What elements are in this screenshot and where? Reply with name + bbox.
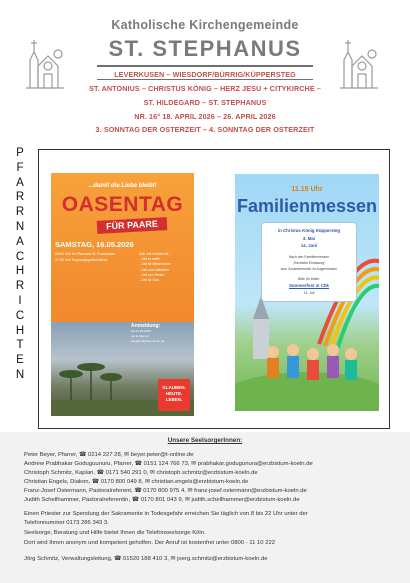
poster-intro: ...damit die Liebe bleibt! — [88, 183, 157, 189]
registration-info: Anmeldung: bis 01.05.2026 per E-Mail an ehe@erzbistum-koeln.de — [131, 323, 165, 343]
poster-list: Sich Zeit nehmen für... ...Zeit zu zweit ...Zeit für Mitmenander ...Zeit zum Auftanken ...Zeit zum Reden ...Zeit für Gott — [139, 252, 172, 283]
priest-note: Einen Priester zur Spendung der Sakramente in Todesgefahr erreichen Sie täglich von 8 bis 22 Uhr unter der — [24, 511, 308, 517]
vertical-title: P F A R R N A C H R I C H T E N — [15, 147, 25, 381]
contact-line: Judith Schellhammer, Pastoralreferentin, ☎ 0170 801 043 9, ✉ judith.schellhammer@erzbistum-koeln.de — [24, 497, 300, 503]
info-card: in Christus König Küppersteg 3. Mai 14. Juni Nach den Familienmessen „Herzliche Einladung“ zum Zusammensein im Augenhiesen! Bitte Ihr Datte: Sommerfest in Chk 14. Juli — [261, 222, 357, 302]
admin-contact: Jörg Schmitz, Verwaltungsleitung, ☎ 01520 188 410 3, ✉ joerg.schmitz@erzbistum-koeln.de — [24, 556, 268, 562]
poster-title: OASENTAG — [61, 193, 184, 216]
priest-note-phone: Telefonnummer 0173 286 343 3. — [24, 520, 109, 526]
contact-line: Andrew Prabhakar Goduguunuru, Pfarrer, ☎ 0151 124 766 73, ✉ prabhakar.godugunura@erzbistum-koeln.de — [24, 461, 313, 467]
divider — [97, 65, 313, 67]
newsletter-header — [0, 0, 410, 140]
familienmessen-poster — [235, 174, 379, 411]
contact-line: Christian Engels, Diakon, ☎ 0170 800 049 8, ✉ christian.engels@erzbistum-koeln.de — [24, 479, 249, 485]
mass-time: 11.15 Uhr — [291, 186, 323, 193]
contact-line: Franz-Josef Ostermann, Pastoralreferent, ☎ 0170 800 975 4, ✉ franz-josef.ostermann@erzbistum-koeln.de — [24, 488, 307, 494]
contact-line: Christoph Schmitz, Kaplan, ☎ 0171 540 291 0, ✉ christoph.schmitz@erzbistum-koeln.de — [24, 470, 258, 476]
issue-line: NR. 16° 18. APRIL 2026 – 26. APRIL 2026 — [134, 112, 276, 121]
oasentag-poster — [51, 173, 194, 416]
poster-title: Familienmessen — [236, 196, 378, 216]
help-note-2: Dort wird Ihnen anonym und kompetent geholfen. Der Anruf ist kostenfrei unter 0800 - 11 10 222 — [24, 540, 276, 546]
sunday-line: 3. SONNTAG DER OSTERZEIT – 4. SONNTAG DER OSTERZEIT — [95, 125, 315, 134]
help-note: Seelsorge, Beratung und Hilfe bietet Ihnen die Telefonseelsorge Köln. — [24, 530, 206, 536]
churches-line-2: ST. HILDEGARD – ST. STEPHANUS — [143, 98, 267, 107]
churches-line: ST. ANTONIUS – CHRISTUS KÖNIG – HERZ JESU + CITYKIRCHE – — [89, 84, 321, 93]
parish-name: ST. STEPHANUS — [108, 36, 302, 61]
schedule-line: 09:00 Uhr im Pfarrsaal St. Franziskus — [55, 252, 115, 256]
poster-subtitle: FÜR PAARE — [105, 218, 159, 232]
glauben-logo: GLAUBEN. HEUTE. LEBEN. — [158, 379, 190, 411]
schedule-line: 17:00 Uhr Segnungsgottesdienst — [55, 258, 108, 262]
locations-line: LEVERKUSEN – WIESDORF/BÜRRIG/KÜPPERSTEG — [114, 70, 296, 79]
poster-date: SAMSTAG, 16.05.2026 — [55, 240, 134, 249]
divider — [97, 79, 313, 80]
contact-line: Peter Beyer, Pfarrer, ☎ 0214 227 28, ✉ beyer.peter@t-online.de — [24, 452, 194, 458]
contacts-heading: Unsere SeelsorgerInnen: — [167, 437, 243, 444]
parish-label: Katholische Kirchengemeinde — [111, 18, 299, 32]
